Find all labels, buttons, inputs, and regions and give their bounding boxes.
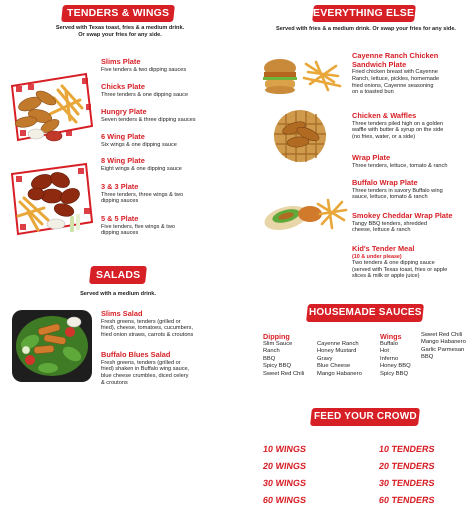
sauce-item: Blue Cheese [317,363,351,370]
sauce-item: BBQ [421,354,434,361]
feed-your-crowd-banner [310,408,420,426]
dipping-sauces-col2 [317,341,362,378]
sauce-item: Buffalo [380,341,398,347]
wrap-photo [258,192,348,236]
menu-item-chicks-plate: Chicks Plate Three tenders & one dipping sauce [101,82,189,98]
sauce-item: Sweet Red Chili [421,332,463,338]
feed-wings-20: 20 WINGS [262,461,307,471]
feed-wings-60: 60 WINGS [262,495,307,505]
feed-tenders-60: 60 TENDERS [378,495,436,505]
sauce-item: Sweet Red Chili [263,370,305,377]
sandwich-photo [258,50,346,100]
menu-item-6-wing-plate: 6 Wing Plate Six wings & one dipping sauce [101,132,177,148]
salads-banner [89,266,147,284]
menu-item-smokey-cheddar-wrap: Smokey Cheddar Wrap Plate Tangy BBQ tenders, shredded cheese, lettuce & ranch [352,211,453,234]
sauce-item: Spicy BBQ [380,370,409,377]
feed-your-crowd-title: FEED YOUR CROWD [313,411,417,422]
sauce-item: Slim Sauce [263,341,293,347]
tenders-subtitle: Served with Texas toast, fries & a medium drink. Or swap your fries for any side. [55,25,185,38]
sauce-item: Mango Habanero [421,339,466,346]
menu-item-slims-salad: Slims Salad Fresh greens, tenders (grilled or fried), cheese, tomatoes, cucumbers, fried onion straws, carrots & croutons [101,309,194,339]
feed-wings-30: 30 WINGS [262,478,307,488]
dipping-sauces-col1: Dipping Slim Sauce Ranch BBQ Spicy BBQ Sweet Red Chili [263,332,305,377]
sauce-item: Cayenne Ranch [317,341,359,347]
sauce-item: Spicy BBQ [263,363,292,370]
menu-item-kids-tender-meal: Kid's Tender Meal (10 & under please) Two tenders & one dipping sauce (served with Texas toast, fries or apple slices & milk or apple juice) [352,244,448,280]
feed-tenders-30: 30 TENDERS [378,478,436,488]
sauce-item: Honey Mustard [317,348,357,355]
chicken-waffles-photo [258,104,346,164]
sauce-item: Gravy [317,355,333,362]
sauces-banner [306,304,424,322]
feed-tenders-20: 20 TENDERS [378,461,436,471]
menu-item-8-wing-plate: 8 Wing Plate Eight wings & one dipping sauce [101,156,182,172]
sauce-item: Ranch [263,348,280,355]
everything-else-title: EVERYTHING ELSE [313,7,415,19]
sauces-title: HOUSEMADE SAUCES [308,307,422,318]
menu-item-wrap-plate: Wrap Plate Three tenders, lettuce, tomato & ranch [352,153,448,169]
sauce-item: Inferno [380,355,399,362]
sauce-item: Honey BBQ [380,363,411,370]
everything-else-banner [312,5,416,22]
menu-item-chicken-and-waffles: Chicken & Waffles Three tenders piled high on a golden waffle with butter & syrup on the side (no fries, water, or a side) [352,111,444,141]
menu-item-buffalo-wrap-plate: Buffalo Wrap Plate Three tenders in savory Buffalo wing sauce, lettuce, tomato & ranch [352,178,443,201]
wing-sauces-col1: Wings Buffalo Hot Inferno Honey BBQ Spicy BBQ [380,332,411,377]
tenders-basket-photo [6,64,94,146]
menu-item-slims-plate: Slims Plate Five tenders & two dipping sauces [101,57,187,73]
salads-title: SALADS [95,269,141,281]
everything-else-subtitle: Served with fries & a medium drink. Or swap your fries for any side. [276,26,456,32]
feed-tenders-10: 10 TENDERS [378,444,436,454]
wing-sauces-col2 [421,332,466,362]
tenders-title: TENDERS & WINGS [66,7,170,19]
salads-subtitle: Served with a medium drink. [80,291,156,297]
sauce-item: Garlic Parmesan [421,346,465,353]
menu-item-5-and-5-plate: 5 & 5 Plate Five tenders, five wings & two dipping sauces [101,214,175,237]
wings-basket-photo [8,158,94,240]
sauce-item: Mango Habanero [317,370,362,377]
salad-bowl-photo [8,302,96,386]
menu-item-cayenne-ranch-sandwich: Cayenne Ranch Chicken Sandwich Plate Fried chicken breast with Cayenne Ranch, lettuce, pickles, homemade fried onions, Cayenne seasoning on a toasted bun [352,51,440,96]
menu-item-buffalo-blues-salad: Buffalo Blues Salad Fresh greens, tenders (grilled or fried) shaken in Buffalo wing sauce, blue cheese crumbles, diced celery & croutons [101,350,190,386]
sauce-item: BBQ [263,355,276,362]
feed-wings-10: 10 WINGS [262,444,307,454]
menu-item-hungry-plate: Hungry Plate Seven tenders & three dipping sauces [101,107,196,123]
menu-item-3-and-3-plate: 3 & 3 Plate Three tenders, three wings & two dipping sauces [101,182,184,205]
tenders-banner [61,5,175,22]
sauce-item: Hot [380,348,390,355]
